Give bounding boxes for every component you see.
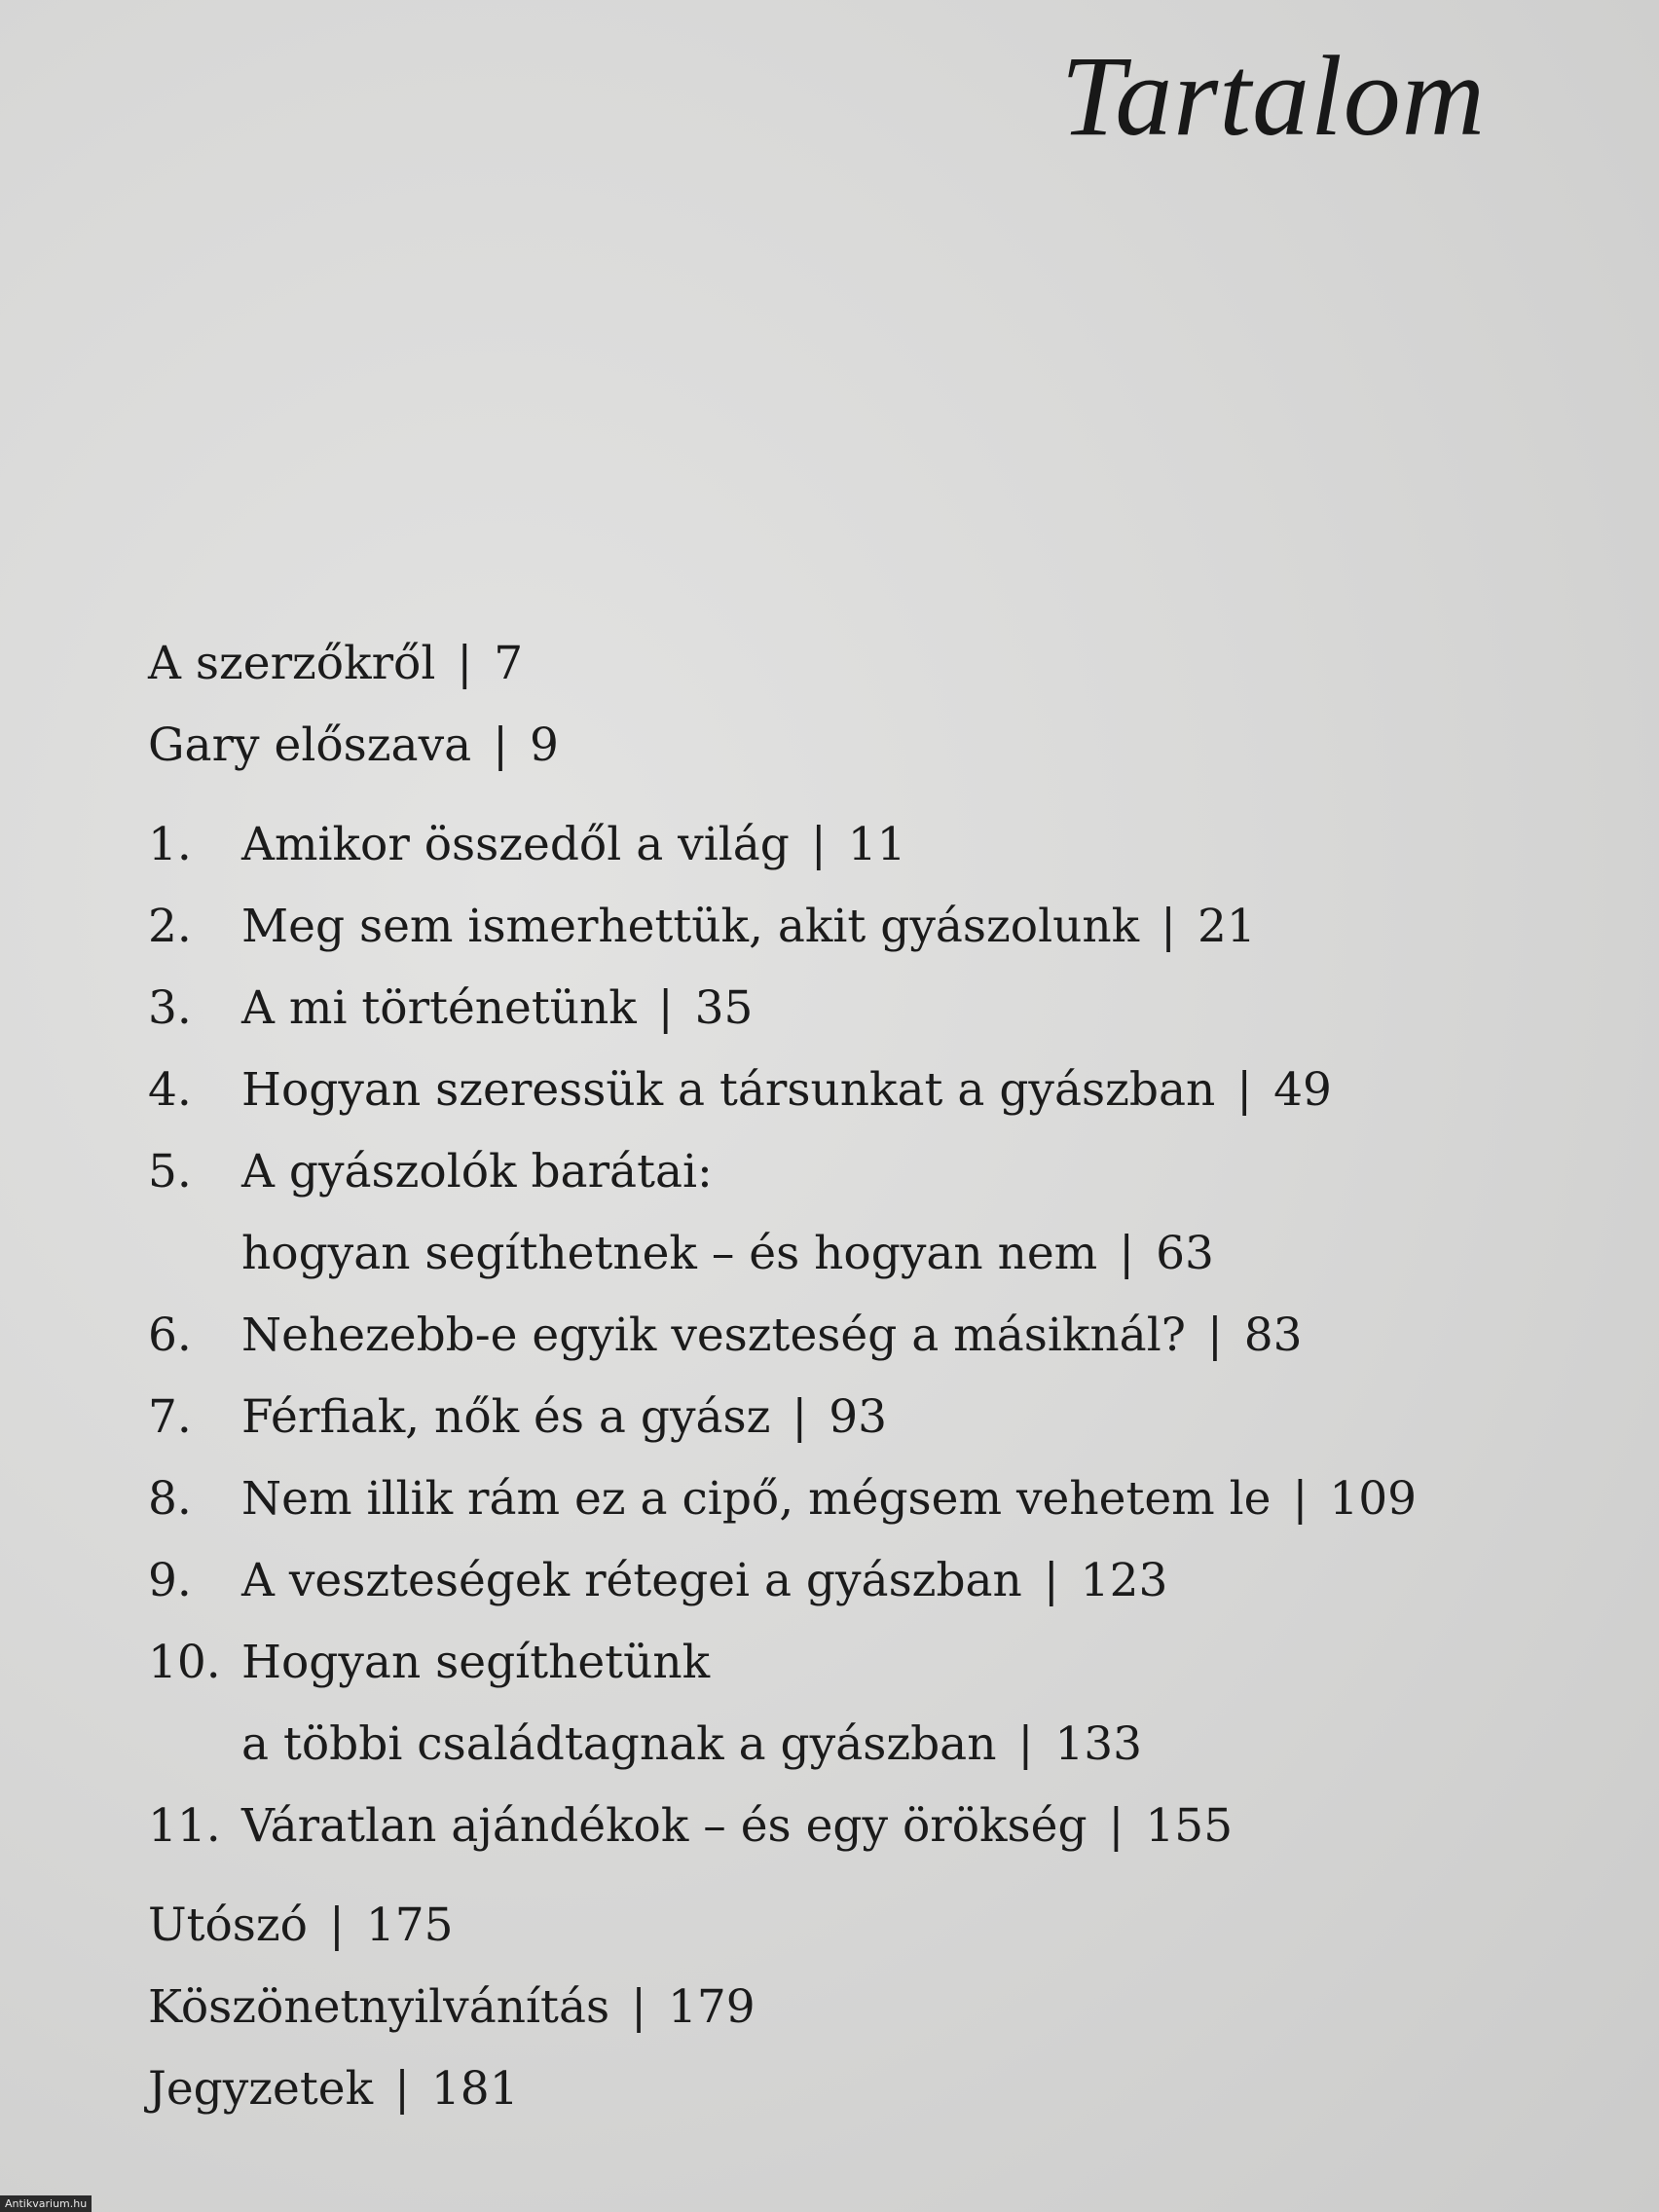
toc-entry-page: 7 <box>494 637 524 690</box>
chapter-title <box>241 968 753 1050</box>
toc-chapter-2 <box>148 886 1530 968</box>
chapter-title-text: Hogyan segíthetünk <box>241 1636 711 1689</box>
table-of-contents <box>148 623 1530 2130</box>
chapter-title-text: Nem illik rám ez a cipő, mégsem vehetem le <box>241 1472 1272 1526</box>
front-matter-list <box>148 623 1530 787</box>
toc-chapter-11 <box>148 1786 1530 1867</box>
chapter-title-line <box>241 968 753 1050</box>
chapter-title-line <box>241 804 906 886</box>
toc-chapter-3 <box>148 968 1530 1050</box>
toc-chapter-10 <box>148 1622 1530 1786</box>
chapter-title-text: Hogyan szeressük a társunkat a gyászban <box>241 1063 1216 1117</box>
toc-entry-page: 109 <box>1329 1472 1418 1526</box>
toc-entry-back-1 <box>148 1885 1530 1967</box>
chapter-title-text: Váratlan ajándékok – és egy örökség <box>241 1799 1088 1853</box>
toc-entry-page: 83 <box>1243 1309 1303 1362</box>
page-separator: | <box>792 1390 808 1444</box>
page-separator: | <box>810 818 827 871</box>
toc-entry-page: 63 <box>1156 1227 1214 1280</box>
page-separator: | <box>1043 1554 1059 1607</box>
toc-entry-page: 155 <box>1145 1799 1234 1853</box>
page-title: Tartalom <box>1060 32 1486 160</box>
toc-entry-label: Utószó <box>148 1899 308 1952</box>
watermark-label: Antikvarium.hu <box>0 2195 92 2212</box>
page-separator: | <box>1206 1309 1223 1362</box>
chapter-title-line <box>241 1704 1142 1786</box>
page-separator: | <box>631 1980 646 2034</box>
chapter-title-line <box>241 1377 887 1458</box>
chapter-number: 4. <box>148 1063 192 1117</box>
chapter-title <box>241 1540 1167 1622</box>
page-separator: | <box>1236 1063 1253 1117</box>
page-separator: | <box>1161 900 1176 953</box>
page-separator: | <box>457 637 473 690</box>
page-separator: | <box>1119 1227 1135 1280</box>
chapter-title <box>241 1458 1417 1540</box>
toc-chapter-8 <box>148 1458 1530 1540</box>
page-separator: | <box>1017 1717 1034 1771</box>
toc-entry-page: 133 <box>1054 1717 1143 1771</box>
chapter-title-line <box>241 1540 1167 1622</box>
toc-entry-label: Köszönetnyilvánítás <box>148 1980 610 2034</box>
toc-entry-front-1 <box>148 623 1530 705</box>
toc-entry-page: 21 <box>1198 900 1256 953</box>
toc-chapter-1 <box>148 804 1530 886</box>
toc-entry-label: Jegyzetek <box>148 2062 374 2116</box>
chapter-title <box>241 1786 1233 1867</box>
chapter-title-text: a többi családtagnak a gyászban <box>241 1717 997 1771</box>
toc-entry-page: 179 <box>667 1980 756 2034</box>
chapter-title <box>241 804 906 886</box>
chapter-title-line <box>241 886 1256 968</box>
chapter-title-text: hogyan segíthetnek – és hogyan nem <box>241 1227 1098 1280</box>
page-separator: | <box>657 981 674 1035</box>
chapter-title <box>241 886 1256 968</box>
chapter-title-text: Amikor összedől a világ <box>241 818 790 871</box>
toc-entry-page: 49 <box>1273 1063 1332 1117</box>
toc-chapter-7 <box>148 1377 1530 1458</box>
page-separator: | <box>1292 1472 1309 1526</box>
chapter-title-text: A gyászolók barátai: <box>241 1145 713 1198</box>
toc-entry-back-3 <box>148 2048 1530 2130</box>
page-separator: | <box>493 719 508 772</box>
toc-entry-front-2 <box>148 705 1530 787</box>
chapter-number: 2. <box>148 900 192 953</box>
toc-entry-page: 9 <box>530 719 559 772</box>
back-matter-list <box>148 1885 1530 2130</box>
chapter-number: 5. <box>148 1145 192 1198</box>
chapter-title-text: Nehezebb-e egyik veszteség a másiknál? <box>241 1309 1186 1362</box>
chapter-number: 7. <box>148 1390 192 1444</box>
toc-entry-page: 175 <box>365 1899 454 1952</box>
page-separator: | <box>1108 1799 1124 1853</box>
toc-chapter-4 <box>148 1050 1530 1131</box>
chapter-number: 1. <box>148 818 192 871</box>
chapter-title-line <box>241 1050 1332 1131</box>
page-separator: | <box>328 1899 345 1952</box>
toc-chapter-6 <box>148 1295 1530 1377</box>
chapter-number: 10. <box>148 1636 221 1689</box>
chapter-title <box>241 1622 1142 1786</box>
toc-entry-page: 11 <box>847 818 906 871</box>
chapter-title-line <box>241 1213 1214 1295</box>
chapter-title <box>241 1131 1214 1295</box>
chapter-title <box>241 1295 1303 1377</box>
chapter-title-line <box>241 1295 1303 1377</box>
toc-chapter-5 <box>148 1131 1530 1295</box>
chapter-title <box>241 1377 887 1458</box>
toc-entry-label: A szerzőkről <box>148 637 436 690</box>
chapter-number: 6. <box>148 1309 192 1362</box>
page-separator: | <box>394 2062 410 2116</box>
chapter-title-text: Férfiak, nők és a gyász <box>241 1390 771 1444</box>
chapter-title-line <box>241 1458 1417 1540</box>
chapter-title-line <box>241 1622 1142 1704</box>
chapter-number: 11. <box>148 1799 221 1853</box>
chapter-title <box>241 1050 1332 1131</box>
chapter-number: 8. <box>148 1472 192 1526</box>
toc-entry-page: 93 <box>829 1390 888 1444</box>
toc-entry-page: 35 <box>694 981 754 1035</box>
toc-entry-page: 181 <box>430 2062 519 2116</box>
chapter-title-line <box>241 1786 1233 1867</box>
toc-entry-label: Gary előszava <box>148 719 472 772</box>
toc-entry-page: 123 <box>1080 1554 1168 1607</box>
chapter-number: 9. <box>148 1554 192 1607</box>
chapter-list <box>148 804 1530 1867</box>
chapter-title-text: Meg sem ismerhettük, akit gyászolunk <box>241 900 1140 953</box>
chapter-number: 3. <box>148 981 192 1035</box>
chapter-title-text: A mi történetünk <box>241 981 637 1035</box>
toc-chapter-9 <box>148 1540 1530 1622</box>
chapter-title-text: A veszteségek rétegei a gyászban <box>241 1554 1022 1607</box>
chapter-title-line <box>241 1131 1214 1213</box>
toc-entry-back-2 <box>148 1967 1530 2048</box>
